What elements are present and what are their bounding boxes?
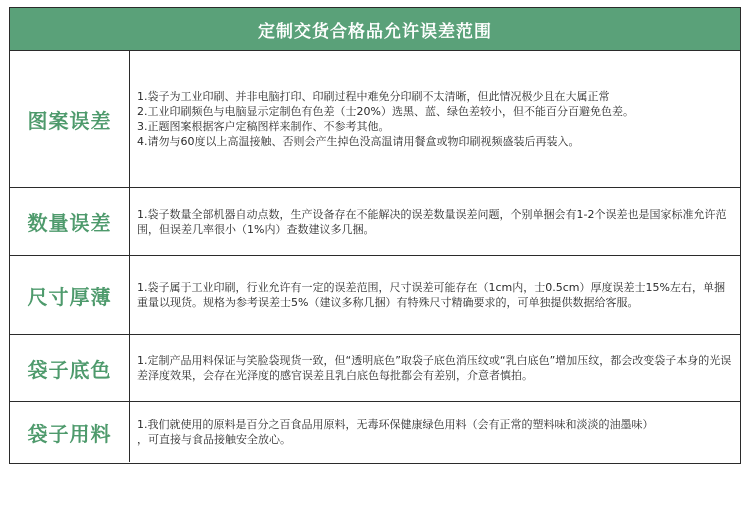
row-label: 数量误差 (27, 211, 112, 235)
table-row-quantity (10, 188, 740, 256)
row-text-line: 2.工业印刷频色与电脑显示定制色有色差（士20%）选黑、蓝、绿色差较小，但不能百分百避免色差。 (137, 105, 634, 118)
row-text-line: 1.袋子为工业印刷、并非电脑打印、印刷过程中难免分印刷不太清晰，但此情况极少且在大属正常 (137, 90, 610, 103)
row-content (130, 402, 740, 462)
row-text-line: ，可直接与食品接触安全放心。 (137, 433, 291, 446)
row-text-line: 3.正题图案根据客户定稿图样来制作、不参考其他。 (137, 120, 390, 133)
row-label-cell (10, 256, 130, 334)
table-row-base-color (10, 335, 740, 402)
row-text-line: 1.袋子数量全部机器自动点数，生产设备存在不能解决的误差数量误差问题，个别单捆会有1-2个误差也是国家标准允许范围，但误差几率很小（1%内）查数建议多几捆。 (137, 207, 727, 236)
row-label: 袋子底色 (27, 357, 112, 382)
row-content (130, 188, 740, 255)
table-row-pattern (10, 51, 740, 188)
row-content (130, 335, 740, 401)
row-content (130, 256, 740, 334)
row-label-cell (10, 402, 130, 462)
row-text-line: 1.我们就使用的原料是百分之百食品用原料，无毒环保健康绿色用料（会有正常的塑料味和淡淡的油墨味） (137, 418, 654, 431)
row-label-cell (10, 188, 130, 255)
row-label: 尺寸厚薄 (27, 284, 112, 309)
row-content (130, 51, 740, 187)
table-header (10, 8, 740, 51)
table-row-size (10, 256, 740, 335)
table-row-material (10, 402, 740, 462)
row-text-line: 1.定制产品用料保证与笑脸袋现货一致，但“透明底色”取袋子底色消压纹或“乳白底色”增加压纹，都会改变袋子本身的光误差泽度效果，会存在光泽度的感官误差且乳白底色每批都会有差别，介意者慎拍。 (137, 354, 732, 382)
tolerance-table (9, 7, 741, 464)
row-text-line: 1.袋子属于工业印刷，行业允许有一定的误差范围，尺寸误差可能存在（1cm内，士0.5cm）厚度误差士15%左右，单捆重量以现货。规格为参考误差士5%（建议多称几捆）有特殊尺寸精确要求的，可单独提供数据给客服。 (137, 281, 725, 309)
row-label-cell (10, 335, 130, 401)
row-label-cell (10, 51, 130, 187)
row-label: 袋子用料 (27, 421, 112, 446)
page-title: 定制交货合格品允许误差范围 (258, 21, 492, 42)
row-label: 图案误差 (27, 108, 112, 133)
row-text-line: 4.请勿与60度以上高温接触、否则会产生掉色没高温请用餐盒或物印刷视频盛装后再装入。 (137, 135, 580, 148)
